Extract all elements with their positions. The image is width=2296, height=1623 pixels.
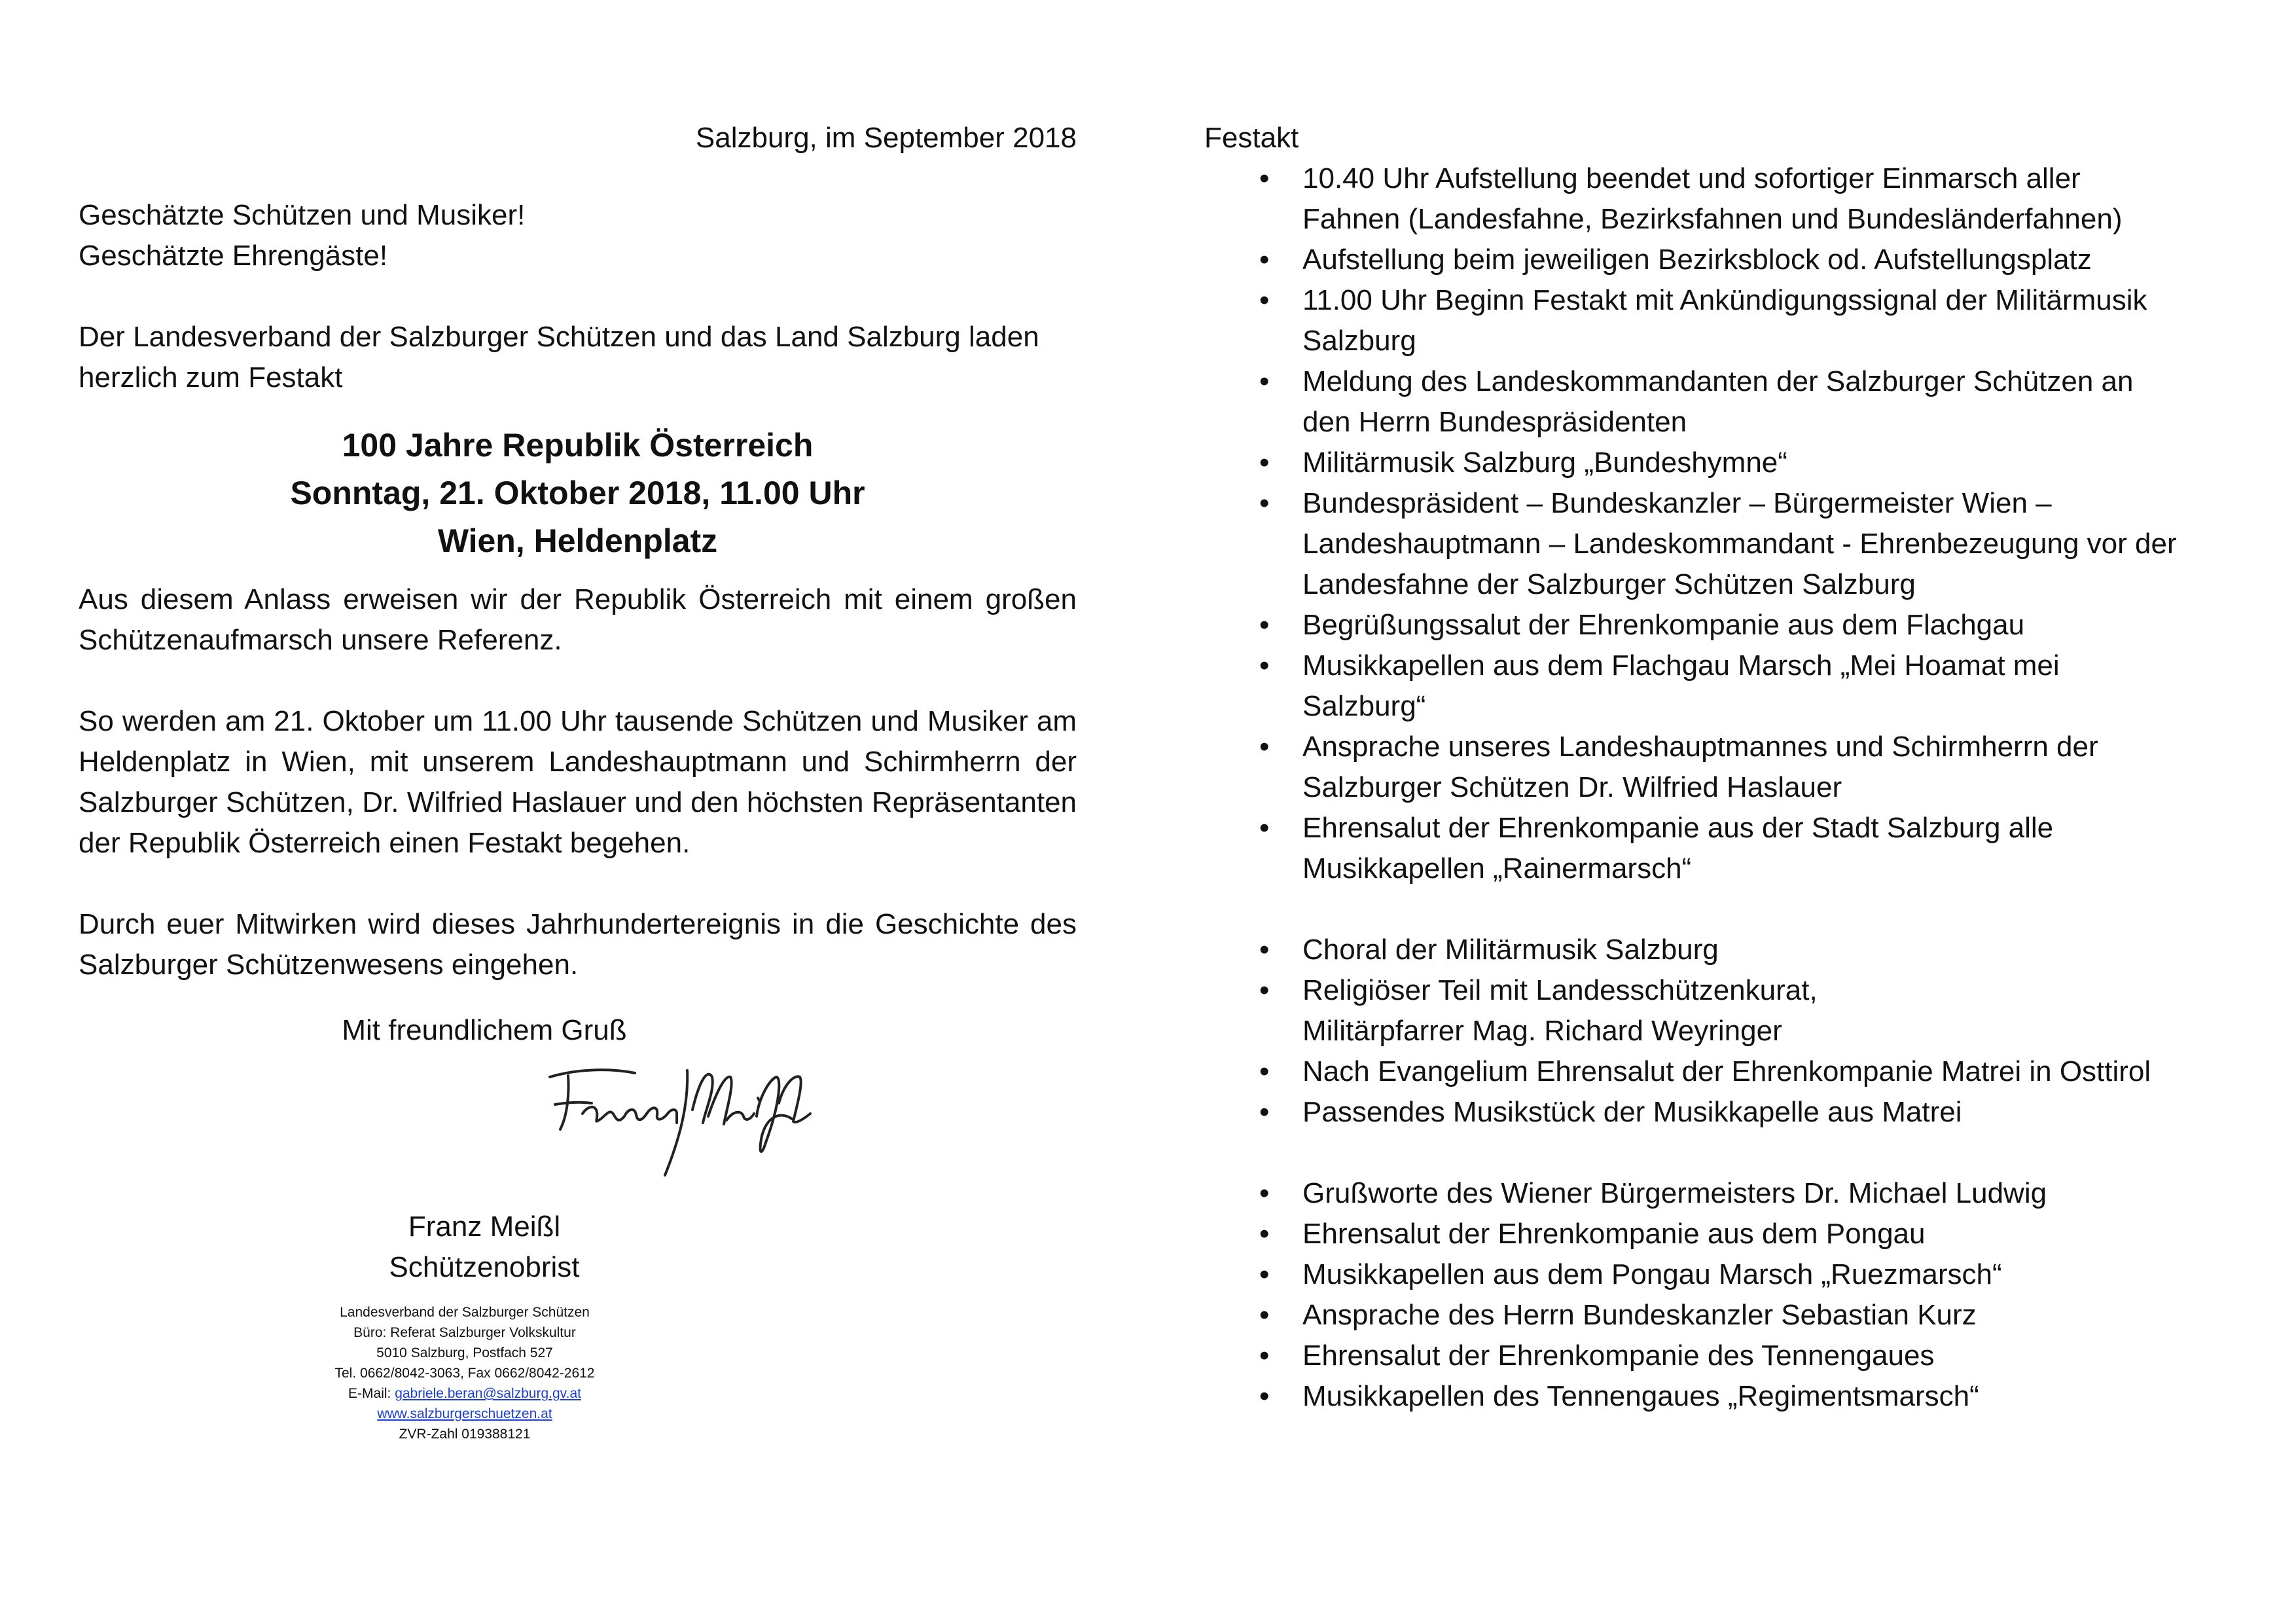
- program-item-line: Grußworte des Wiener Bürgermeisters Dr. Michael Ludwig: [1302, 1177, 2047, 1209]
- bullet-icon: •: [1259, 934, 1270, 966]
- program-item-line: Militärmusik Salzburg „Bundeshymne“: [1302, 447, 1787, 479]
- bullet-icon: •: [1259, 609, 1270, 641]
- program-item-line: Meldung des Landeskommandanten der Salzburger Schützen an: [1302, 365, 2134, 397]
- bullet-icon: •: [1259, 1340, 1270, 1372]
- paragraph-occasion: Aus diesem Anlass erweisen wir der Republik Österreich mit einem großen Schützenaufmarsch unsere Referenz.: [79, 583, 1077, 656]
- program-item-line: Ansprache des Herrn Bundeskanzler Sebastian Kurz: [1302, 1299, 1977, 1331]
- program-item-line: Choral der Militärmusik Salzburg: [1302, 934, 1719, 966]
- program-item-line: Musikkapellen aus dem Pongau Marsch „Ruezmarsch“: [1302, 1258, 2002, 1290]
- program-item-line: Ehrensalut der Ehrenkompanie aus der Stadt Salzburg alle: [1302, 812, 2054, 844]
- closing-greeting: Mit freundlichem Gruß: [342, 1014, 627, 1046]
- program-title: Festakt: [1204, 122, 1299, 154]
- program-item-line: Salzburg“: [1302, 690, 1426, 722]
- program-item-line: Religiöser Teil mit Landesschützenkurat,: [1302, 974, 1818, 1006]
- program-item: [1204, 361, 2225, 443]
- headline-date: Sonntag, 21. Oktober 2018, 11.00 Uhr: [290, 475, 865, 511]
- paragraph-event-details: So werden am 21. Oktober um 11.00 Uhr tausende Schützen und Musiker am Heldenplatz in Wien, mit unserem Landeshauptmann und Schirmherrn der Salzburger Schützen, Dr. Wilfried Haslauer und den höchsten Repräsentanten der Republik Österreich einen Festakt begehen.: [79, 705, 1077, 859]
- program-item: [1204, 727, 2225, 808]
- footer-office: Büro: Referat Salzburger Volkskultur: [353, 1325, 576, 1340]
- program-item-line: Salzburger Schützen Dr. Wilfried Haslauer: [1302, 771, 1842, 803]
- program-item-line: Nach Evangelium Ehrensalut der Ehrenkompanie Matrei in Osttirol: [1302, 1055, 2151, 1087]
- footer-website-link[interactable]: www.salzburgerschuetzen.at: [377, 1406, 552, 1421]
- bullet-icon: •: [1259, 812, 1270, 844]
- program-group: [1204, 158, 2225, 889]
- bullet-icon: •: [1259, 1380, 1270, 1412]
- footer-phone: Tel. 0662/8042-3063, Fax 0662/8042-2612: [334, 1366, 595, 1381]
- program-item: [1204, 930, 2225, 970]
- letterhead-footer: [0, 1302, 1034, 1444]
- signer-title: Schützenobrist: [389, 1251, 580, 1283]
- program-item-line: Aufstellung beim jeweiligen Bezirksblock od. Aufstellungsplatz: [1302, 244, 2092, 276]
- bullet-icon: •: [1259, 487, 1270, 519]
- event-headline: [79, 422, 1077, 565]
- bullet-icon: •: [1259, 731, 1270, 763]
- footer-email-link[interactable]: gabriele.beran@salzburg.gv.at: [395, 1386, 581, 1401]
- bullet-icon: •: [1259, 447, 1270, 479]
- intro-paragraph: Der Landesverband der Salzburger Schützen und das Land Salzburg laden herzlich zum Festakt: [79, 321, 1039, 393]
- program-item-line: Musikkapellen des Tennengaues „Regimentsmarsch“: [1302, 1380, 1979, 1412]
- program-item-line: Musikkapellen „Rainermarsch“: [1302, 852, 1692, 884]
- program-item: [1204, 1051, 2225, 1092]
- program-item: [1204, 483, 2225, 605]
- program-list: [1204, 158, 2225, 1417]
- program-item-line: Bundespräsident – Bundeskanzler – Bürgermeister Wien –: [1302, 487, 2052, 519]
- program-item-line: den Herrn Bundespräsidenten: [1302, 406, 1687, 438]
- bullet-icon: •: [1259, 1258, 1270, 1290]
- signer-name: Franz Meißl: [408, 1211, 561, 1243]
- footer-address: 5010 Salzburg, Postfach 527: [376, 1345, 553, 1360]
- bullet-icon: •: [1259, 1218, 1270, 1250]
- program-item: [1204, 240, 2225, 280]
- program-item-line: Passendes Musikstück der Musikkapelle aus Matrei: [1302, 1096, 1962, 1128]
- footer-website-line: [0, 1404, 1034, 1424]
- program-group: [1204, 930, 2225, 1133]
- program-item: [1204, 280, 2225, 361]
- bullet-icon: •: [1259, 284, 1270, 316]
- program-item: [1204, 443, 2225, 483]
- program-column: [1204, 105, 2225, 1417]
- program-item-line: Musikkapellen aus dem Flachgau Marsch „Mei Hoamat mei: [1302, 649, 2060, 682]
- paragraph-history: Durch euer Mitwirken wird dieses Jahrhundertereignis in die Geschichte des Salzburger Schützenwesens eingehen.: [79, 908, 1077, 981]
- program-item: [1204, 1254, 2225, 1295]
- bullet-icon: •: [1259, 1299, 1270, 1331]
- program-item: [1204, 1376, 2225, 1417]
- bullet-icon: •: [1259, 1177, 1270, 1209]
- program-item: [1204, 605, 2225, 646]
- program-item: [1204, 1092, 2225, 1133]
- headline-location: Wien, Heldenplatz: [437, 522, 718, 559]
- program-item-line: 11.00 Uhr Beginn Festakt mit Ankündigungssignal der Militärmusik: [1302, 284, 2147, 316]
- program-item: [1204, 1295, 2225, 1336]
- program-item-line: 10.40 Uhr Aufstellung beendet und sofortiger Einmarsch aller: [1302, 162, 2081, 194]
- greeting-schuetzen: Geschätzte Schützen und Musiker!: [79, 199, 526, 231]
- program-item: [1204, 1173, 2225, 1214]
- bullet-icon: •: [1259, 1055, 1270, 1087]
- signature: [79, 1051, 1077, 1201]
- program-group: [1204, 1173, 2225, 1417]
- group-spacer: [1204, 889, 2225, 930]
- program-item-line: Fahnen (Landesfahne, Bezirksfahnen und Bundesländerfahnen): [1302, 203, 2123, 235]
- program-item: [1204, 1214, 2225, 1254]
- program-item-line: Salzburg: [1302, 325, 1416, 357]
- footer-email-label: E-Mail:: [348, 1386, 395, 1401]
- program-item: [1204, 808, 2225, 889]
- greeting-guests: Geschätzte Ehrengäste!: [79, 240, 388, 272]
- group-spacer: [1204, 1133, 2225, 1173]
- footer-org: Landesverband der Salzburger Schützen: [340, 1305, 590, 1320]
- program-item: [1204, 646, 2225, 727]
- program-item: [1204, 1336, 2225, 1376]
- bullet-icon: •: [1259, 1096, 1270, 1128]
- bullet-icon: •: [1259, 974, 1270, 1006]
- bullet-icon: •: [1259, 649, 1270, 682]
- program-item: [1204, 970, 2225, 1051]
- date-line: Salzburg, im September 2018: [695, 122, 1077, 154]
- program-item-line: Ansprache unseres Landeshauptmannes und Schirmherrn der: [1302, 731, 2098, 763]
- headline-title: 100 Jahre Republik Österreich: [342, 427, 814, 464]
- program-item-line: Landesfahne der Salzburger Schützen Salzburg: [1302, 568, 1916, 600]
- program-item-line: Ehrensalut der Ehrenkompanie des Tennengaues: [1302, 1340, 1935, 1372]
- program-item: [1204, 158, 2225, 240]
- bullet-icon: •: [1259, 244, 1270, 276]
- bullet-icon: •: [1259, 162, 1270, 194]
- program-item-line: Landeshauptmann – Landeskommandant - Ehrenbezeugung vor der: [1302, 528, 2177, 560]
- program-item-line: Ehrensalut der Ehrenkompanie aus dem Pongau: [1302, 1218, 1926, 1250]
- footer-email-line: [0, 1383, 1034, 1404]
- footer-zvr: ZVR-Zahl 019388121: [399, 1427, 531, 1442]
- signature-image: [537, 1051, 818, 1195]
- program-item-line: Militärpfarrer Mag. Richard Weyringer: [1302, 1015, 1782, 1047]
- program-item-line: Begrüßungssalut der Ehrenkompanie aus dem Flachgau: [1302, 609, 2025, 641]
- letter-column: [79, 105, 1077, 1444]
- bullet-icon: •: [1259, 365, 1270, 397]
